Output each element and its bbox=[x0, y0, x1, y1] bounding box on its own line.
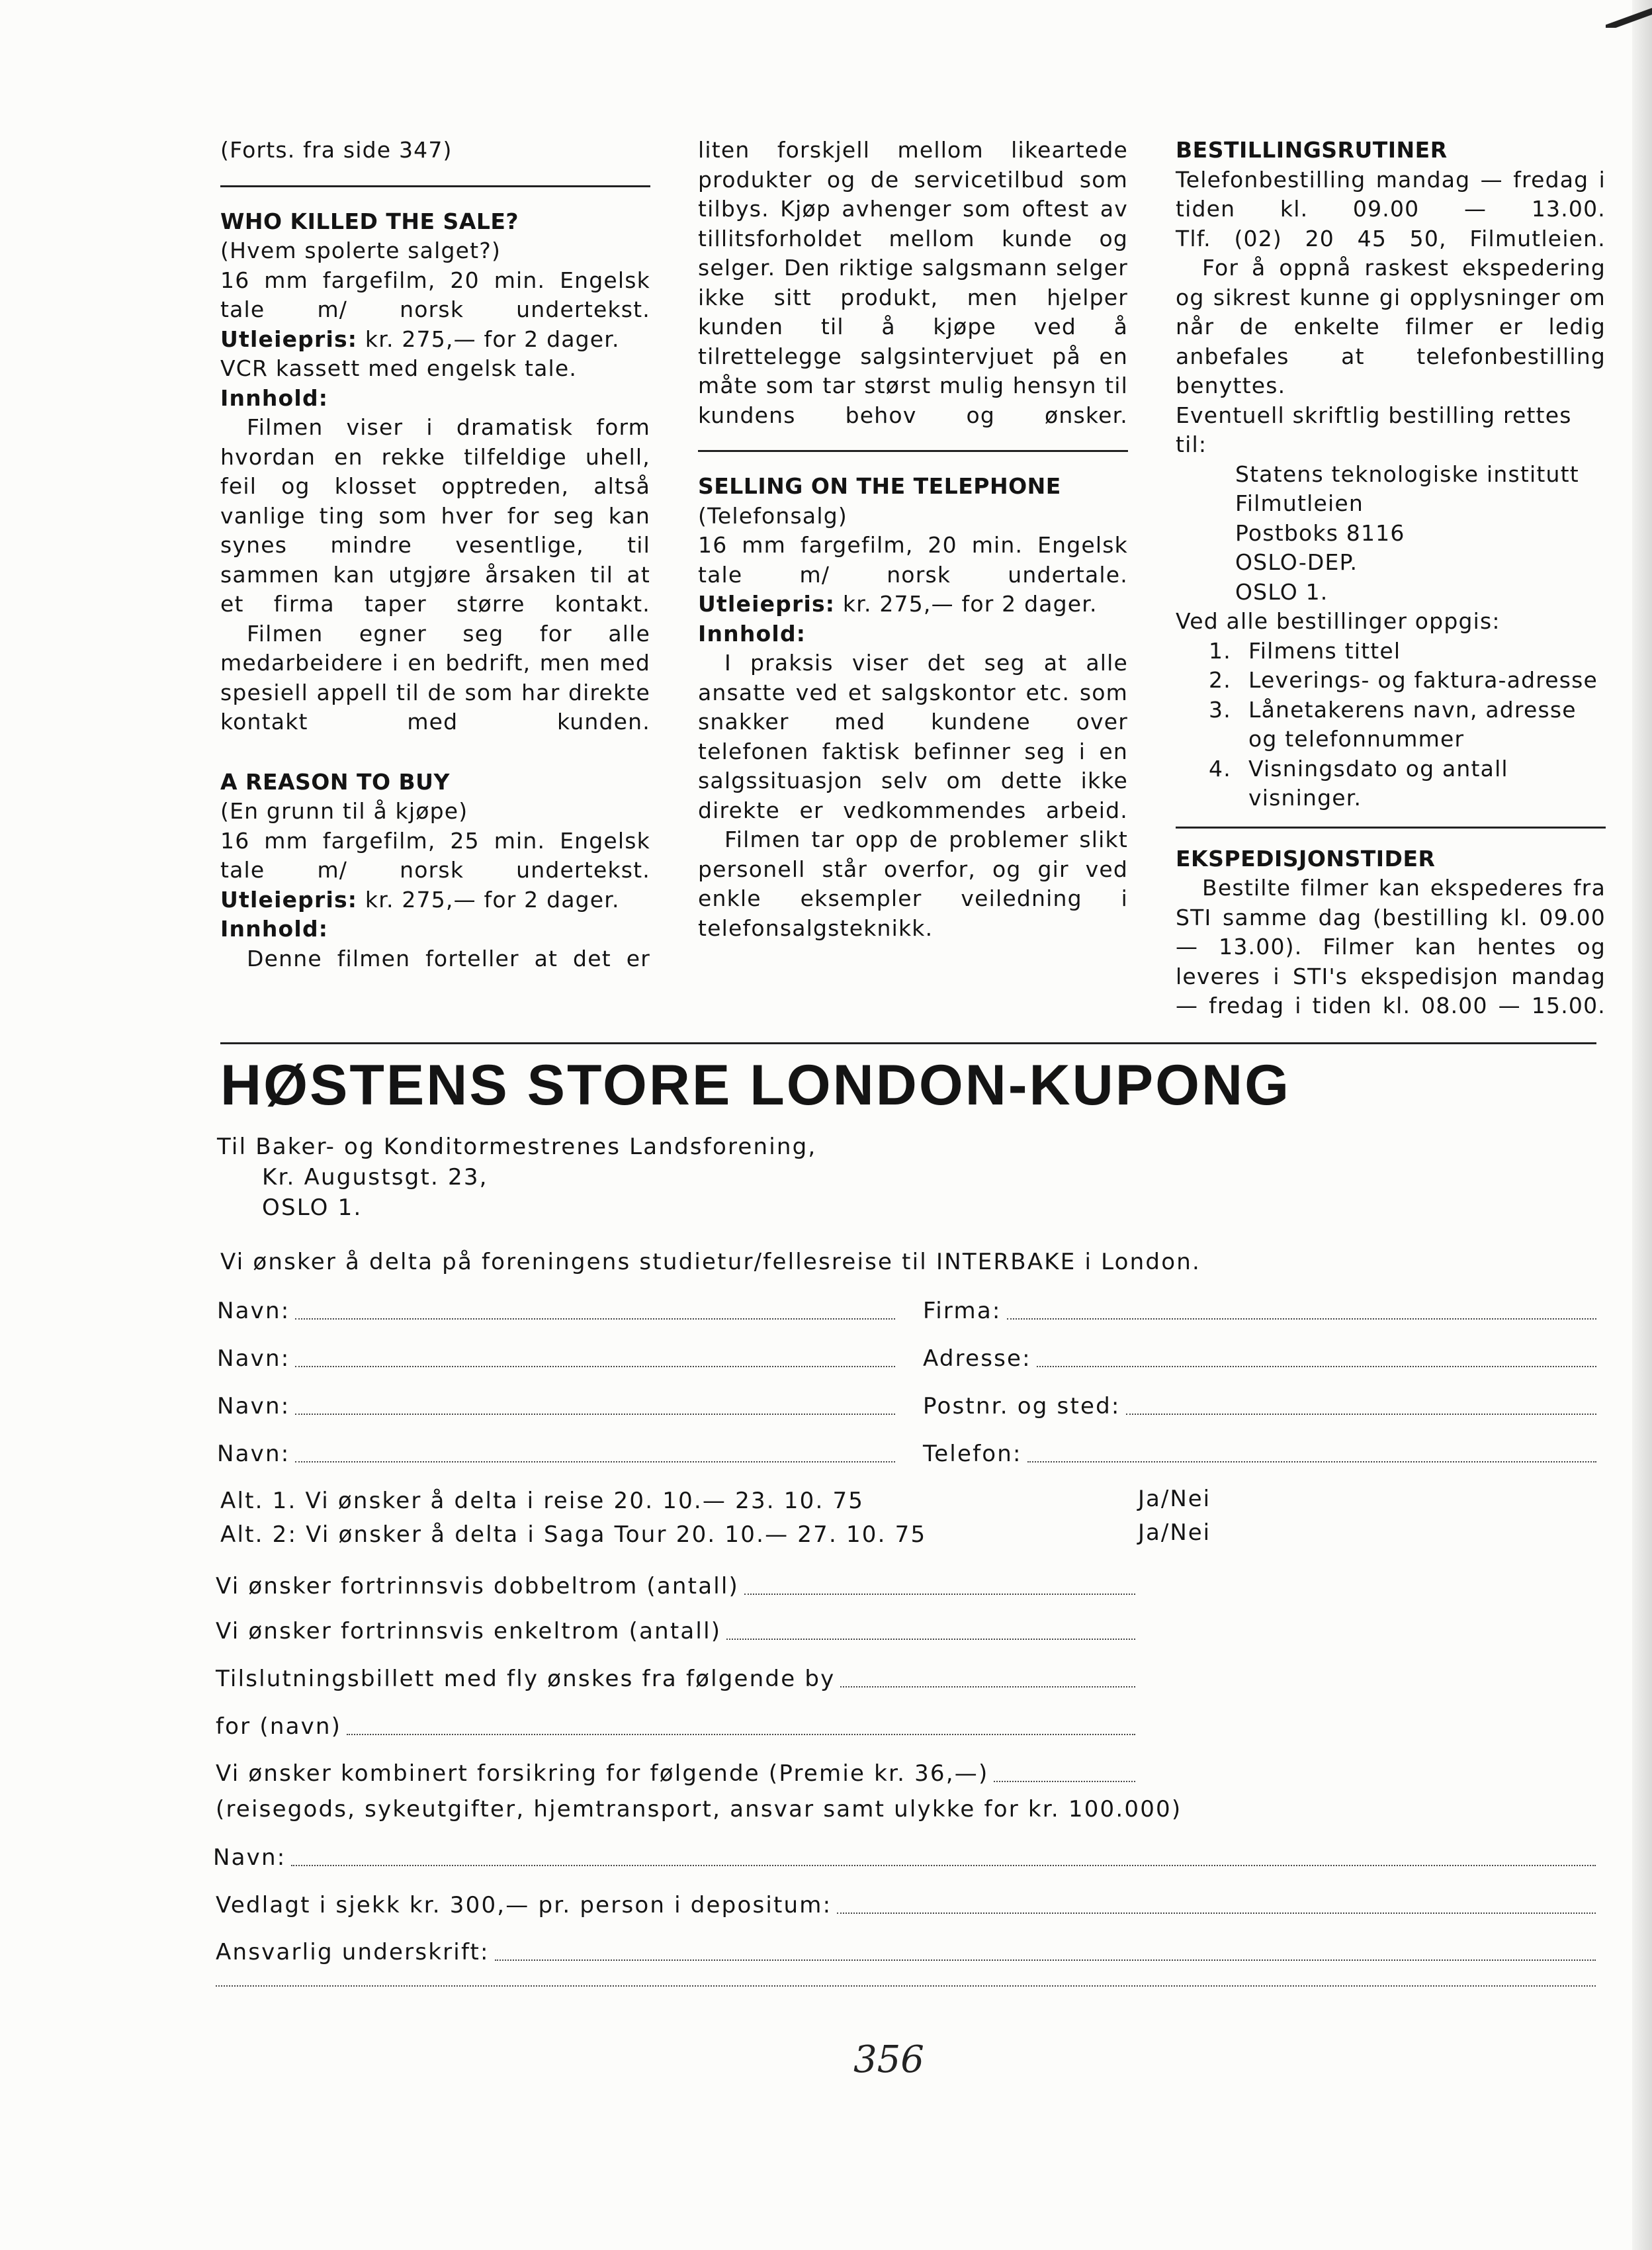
ordering-paragraph: For å oppnå raskest ekspedering og sikrest kunne gi opplysninger om når de enkelte filmer er ledig anbefales at telefonbestilling benyttes. bbox=[1176, 255, 1606, 398]
firm-input-line[interactable] bbox=[1007, 1318, 1596, 1320]
alt-2-line bbox=[220, 1519, 1113, 1550]
postal-input-line[interactable] bbox=[1126, 1414, 1596, 1415]
film-subtitle: (En grunn til å kjøpe) bbox=[220, 798, 468, 824]
rent-line bbox=[220, 325, 650, 355]
name-label: Navn: bbox=[217, 1298, 290, 1324]
content-label: Innhold: bbox=[698, 620, 806, 647]
film-subtitle: (Hvem spolerte salget?) bbox=[220, 238, 501, 263]
scan-corner-mark bbox=[1606, 0, 1652, 28]
address-label: Adresse: bbox=[923, 1345, 1031, 1372]
page-edge-shadow bbox=[1632, 0, 1652, 2250]
address-input-line[interactable] bbox=[1037, 1366, 1596, 1367]
flight-input-line[interactable] bbox=[840, 1686, 1135, 1688]
insurance-input-line[interactable] bbox=[994, 1781, 1135, 1782]
coupon-intro: Vi ønsker å delta på foreningens studietur/fellesreise til INTERBAKE i London. bbox=[220, 1249, 1201, 1275]
dispatch-title: EKSPEDISJONSTIDER bbox=[1176, 845, 1436, 872]
film-description: Filmen egner seg for alle medarbeidere i en bedrift, men med spesiell appell til de som har direkte kontakt med kunden. bbox=[220, 620, 650, 735]
single-room-field[interactable] bbox=[216, 1616, 1135, 1646]
firm-field[interactable] bbox=[923, 1296, 1596, 1326]
name-input-line[interactable] bbox=[295, 1366, 895, 1367]
single-room-input-line[interactable] bbox=[726, 1639, 1135, 1640]
name-label: Navn: bbox=[213, 1844, 286, 1871]
insurance-detail: (reisegods, sykeutgifter, hjemtransport, ansvar samt ulykke for kr. 100.000) bbox=[216, 1796, 1182, 1822]
content-label: Innhold: bbox=[220, 916, 329, 942]
rent-label: Utleiepris: bbox=[220, 326, 358, 352]
name-input-line[interactable] bbox=[295, 1318, 895, 1320]
name-field-3[interactable] bbox=[217, 1391, 895, 1421]
name-label: Navn: bbox=[217, 1441, 290, 1467]
name-field-1[interactable] bbox=[217, 1296, 895, 1326]
written-order-intro: Eventuell skriftlig bestilling rettes til: bbox=[1176, 402, 1572, 457]
film-title-who-killed: WHO KILLED THE SALE? bbox=[220, 208, 519, 234]
dispatch-paragraph: Bestilte filmer kan ekspederes fra STI samme dag (bestilling kl. 09.00 — 13.00). Filmer kan hentes og leveres i STI's ekspedisjon mandag — fredag i tiden kl. 08.00 — 15.00. bbox=[1176, 875, 1606, 1018]
signature-label: Ansvarlig underskrift: bbox=[216, 1939, 490, 1965]
double-room-field[interactable] bbox=[216, 1571, 1135, 1601]
address-line: Filmutleien bbox=[1235, 490, 1364, 516]
address-line: Postboks 8116 bbox=[1235, 519, 1405, 546]
rent-line bbox=[698, 590, 1128, 619]
recipient-line: Til Baker- og Konditormestrenes Landsforening, bbox=[217, 1134, 817, 1160]
content-label: Innhold: bbox=[220, 384, 329, 411]
rent-value: kr. 275,— for 2 dager. bbox=[842, 591, 1098, 617]
film-title-reason-to-buy: A REASON TO BUY bbox=[220, 768, 450, 795]
insurance-field[interactable] bbox=[216, 1758, 1135, 1789]
address-line: OSLO-DEP. bbox=[1235, 549, 1358, 575]
for-name-input-line[interactable] bbox=[347, 1734, 1135, 1735]
vcr-note: VCR kassett med engelsk tale. bbox=[220, 355, 578, 381]
signature-input-line[interactable] bbox=[495, 1959, 1596, 1961]
double-room-label: Vi ønsker fortrinnsvis dobbeltrom (antall) bbox=[216, 1573, 739, 1599]
film-subtitle: (Telefonsalg) bbox=[698, 502, 848, 529]
recipient-city: OSLO 1. bbox=[262, 1194, 363, 1221]
for-name-field[interactable] bbox=[216, 1711, 1135, 1742]
name-field-4[interactable] bbox=[217, 1439, 895, 1469]
section-divider bbox=[220, 1042, 1596, 1044]
list-item: 1. Filmens tittel bbox=[1209, 637, 1401, 664]
rent-value: kr. 275,— for 2 dager. bbox=[365, 326, 620, 352]
extra-input-line[interactable] bbox=[216, 1985, 1596, 1987]
alt-1-line bbox=[220, 1486, 1113, 1516]
rent-line bbox=[220, 885, 650, 915]
name-input-line[interactable] bbox=[295, 1461, 895, 1462]
column-3 bbox=[1176, 136, 1606, 1021]
ordering-address bbox=[1176, 460, 1606, 608]
insurance-label: Vi ønsker kombinert forsikring for følgende (Premie kr. 36,—) bbox=[216, 1760, 989, 1787]
flight-label: Tilslutningsbillett med fly ønskes fra følgende by bbox=[216, 1666, 836, 1692]
film-description-continued: liten forskjell mellom likeartede produkter og de servicetilbud som tilbys. Kjøp avhenger som oftest av tillitsforholdet mellom kunde og selger. Den riktige salgsmann selger ikke sitt produkt, men hjelper kunden til å kjøpe ved å tilrettelegge salgsintervjuet på en måte som tar størst mulig hensyn til kundens behov og ønsker. bbox=[698, 137, 1128, 428]
address-line: OSLO 1. bbox=[1235, 578, 1328, 605]
continued-note: (Forts. fra side 347) bbox=[220, 137, 453, 163]
insured-name-field[interactable] bbox=[213, 1842, 1596, 1873]
postal-label: Postnr. og sted: bbox=[923, 1393, 1121, 1419]
divider bbox=[220, 185, 650, 187]
deposit-input-line[interactable] bbox=[837, 1912, 1596, 1914]
recipient-street: Kr. Augustsgt. 23, bbox=[262, 1164, 488, 1191]
for-name-label: for (navn) bbox=[216, 1713, 342, 1740]
signature-field[interactable] bbox=[216, 1937, 1596, 1967]
alt-1-ja-nei[interactable]: Ja/Nei bbox=[1138, 1486, 1211, 1512]
name-label: Navn: bbox=[217, 1393, 290, 1419]
insurance-detail-line bbox=[216, 1794, 1208, 1824]
film-format: 16 mm fargefilm, 25 min. Engelsk tale m/ norsk undertekst. bbox=[220, 827, 650, 883]
film-description: Filmen viser i dramatisk form hvordan en rekke tilfeldige uhell, feil og klosset opptreden, altså vanlige ting som hver for seg kan synes mindre vesentlige, til sammen kan utgjøre årsaken til at et firma taper større kontakt. bbox=[220, 414, 650, 617]
rent-label: Utleiepris: bbox=[698, 591, 836, 617]
name-input-line[interactable] bbox=[295, 1414, 895, 1415]
name-field-2[interactable] bbox=[217, 1343, 895, 1374]
alt-1-text: Alt. 1. Vi ønsker å delta i reise 20. 10.— 23. 10. 75 bbox=[220, 1488, 865, 1514]
postal-field[interactable] bbox=[923, 1391, 1596, 1421]
divider bbox=[698, 450, 1128, 452]
flight-field[interactable] bbox=[216, 1664, 1135, 1694]
divider bbox=[1176, 827, 1606, 829]
coupon-headline: HØSTENS STORE LONDON-KUPONG bbox=[220, 1054, 1291, 1117]
film-title-selling-telephone: SELLING ON THE TELEPHONE bbox=[698, 473, 1061, 499]
insured-name-input-line[interactable] bbox=[291, 1865, 1596, 1866]
list-item: 2. Leverings- og faktura-adresse bbox=[1209, 667, 1598, 693]
deposit-field[interactable] bbox=[216, 1890, 1596, 1920]
order-requirements-list bbox=[1176, 637, 1606, 813]
firm-label: Firma: bbox=[923, 1298, 1002, 1324]
ordering-tel-line: Tlf. (02) 20 45 50, Filmutleien. bbox=[1176, 225, 1606, 251]
column-2 bbox=[698, 136, 1128, 943]
address-line: Statens teknologiske institutt bbox=[1235, 461, 1579, 487]
list-item: 4. Visningsdato og antall visninger. bbox=[1209, 755, 1508, 811]
alt-2-ja-nei[interactable]: Ja/Nei bbox=[1138, 1519, 1211, 1546]
address-field[interactable] bbox=[923, 1343, 1596, 1374]
page-number: 356 bbox=[853, 2038, 924, 2081]
double-room-input-line[interactable] bbox=[744, 1594, 1135, 1595]
phone-label: Telefon: bbox=[923, 1441, 1022, 1467]
deposit-label: Vedlagt i sjekk kr. 300,— pr. person i depositum: bbox=[216, 1892, 832, 1918]
ordering-title: BESTILLINGSRUTINER bbox=[1176, 137, 1448, 163]
film-description: Denne filmen forteller at det er bbox=[247, 945, 650, 971]
list-item: 3. Lånetakerens navn, adresse og telefonnummer bbox=[1209, 696, 1577, 752]
order-list-intro: Ved alle bestillinger oppgis: bbox=[1176, 608, 1500, 634]
alt-2-text: Alt. 2: Vi ønsker å delta i Saga Tour 20. 10.— 27. 10. 75 bbox=[220, 1521, 927, 1548]
phone-input-line[interactable] bbox=[1027, 1461, 1596, 1462]
name-label: Navn: bbox=[217, 1345, 290, 1372]
rent-value: kr. 275,— for 2 dager. bbox=[365, 886, 620, 913]
signature-extra-line[interactable] bbox=[216, 1985, 1596, 1993]
film-description: I praksis viser det seg at alle ansatte ved et salgskontor etc. som snakker med kundene over telefonen faktisk befinner seg i en salgssituasjon selv om dette ikke direkte er vedkommendes arbeid. bbox=[698, 650, 1128, 823]
ordering-phone-text: Telefonbestilling mandag — fredag i tiden kl. 09.00 — 13.00. bbox=[1176, 166, 1606, 222]
film-description: Filmen tar opp de problemer slikt personell står overfor, og gir ved enkle eksempler veiledning i telefonsalgsteknikk. bbox=[698, 827, 1128, 941]
coupon-recipient bbox=[217, 1132, 1596, 1223]
phone-field[interactable] bbox=[923, 1439, 1596, 1469]
column-1 bbox=[220, 136, 650, 973]
coupon-intro-line bbox=[220, 1247, 1596, 1277]
single-room-label: Vi ønsker fortrinnsvis enkeltrom (antall) bbox=[216, 1618, 722, 1644]
film-format: 16 mm fargefilm, 20 min. Engelsk tale m/ norsk undertale. bbox=[698, 532, 1128, 588]
rent-label: Utleiepris: bbox=[220, 886, 358, 913]
film-format: 16 mm fargefilm, 20 min. Engelsk tale m/ norsk undertekst. bbox=[220, 267, 650, 322]
